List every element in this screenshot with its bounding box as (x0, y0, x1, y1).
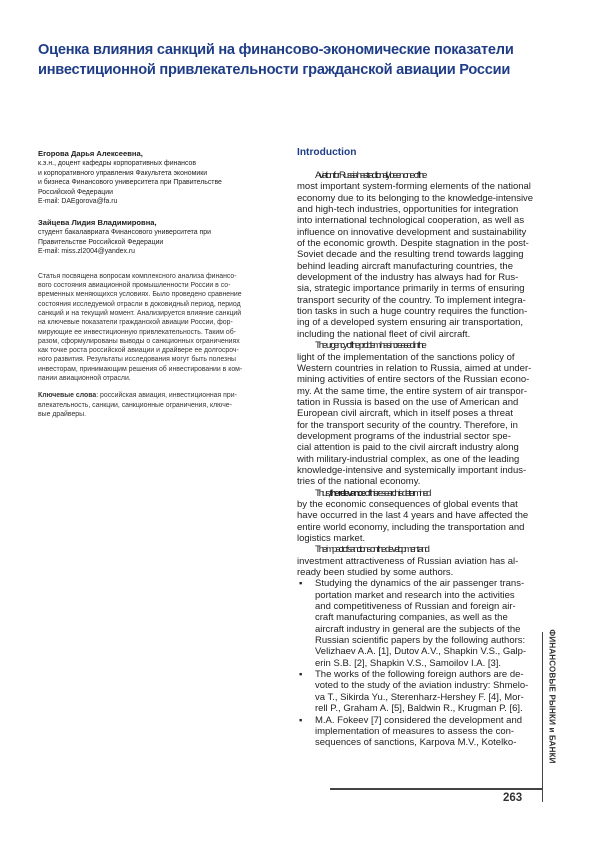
text-line: knowledge-intensive and systemically important indus- (297, 464, 527, 476)
text-line: implementation of measures to assess the con- (315, 725, 515, 737)
text-line: including the national fleet of civil aircraft. (297, 328, 471, 340)
text-span: of this research is determined (364, 487, 430, 499)
text-line: Soviet decade and the resulting trend towards lagging (297, 249, 524, 261)
text-line: tries of the national economy. (297, 476, 421, 488)
text-line: ing of a developed system ensuring air transportation, (297, 317, 524, 329)
abstract-line: Статья посвящена вопросам комплексного анализа финансо- (38, 272, 237, 280)
affiliation-line: Российской Федерации (38, 188, 113, 196)
author-name: Егорова Дарья Алексеевна, (38, 149, 143, 158)
text-line: tation in Russia is based on the use of American and (297, 396, 519, 408)
text-line: European civil aircraft, which in itself poses a threat (297, 408, 513, 420)
keywords-line: вые драйверы. (38, 410, 87, 418)
abstract-line: разом, сформулированы выводы о санкционных ограничениях (38, 337, 240, 345)
bullet-item (297, 715, 533, 749)
text-line: mining activities of entire sectors of the Russian econo- (297, 374, 530, 386)
text-line: portation market and research into the activities (315, 589, 515, 601)
text-line: cial attention is paid to the civil aircraft industry along (297, 442, 519, 454)
text-line: for the transport security of the country. Therefore, in (297, 419, 518, 431)
author-email: E-mail: DAEgorova@fa.ru (38, 198, 118, 206)
title-line: Оценка влияния санкций на финансово-экономические показатели (38, 42, 514, 58)
author-email: E-mail: miss.zl2004@yandex.ru (38, 248, 135, 256)
margin-divider-vertical (542, 632, 543, 802)
affiliation-line: и корпоративного управления Факультета экономики (38, 169, 208, 177)
text-line: by the economic consequences of global events that (297, 498, 518, 510)
text-line: sia, strategic importance primarily in terms of ensuring (297, 283, 525, 295)
text-line: logistics market. (297, 533, 366, 544)
text-line: Western countries in relation to Russia, aimed at under- (297, 362, 532, 374)
text-line: and competitiveness of Russian and foreign air- (315, 601, 516, 613)
affiliation-line: и бизнеса Финансового университета при Правительстве (38, 179, 222, 187)
text-line: light of the implementation of the sanctions policy of (297, 351, 515, 363)
text-line: The urgency of the problem has increased in the (315, 340, 425, 352)
bullet-icon: ▪ (299, 669, 303, 681)
paragraph-2 (297, 340, 533, 487)
paragraph-4 (297, 544, 533, 578)
paragraph-3 (297, 488, 533, 545)
bullet-item (297, 669, 533, 714)
keywords (38, 391, 288, 419)
text-line: into international technological cooperation, as well as (297, 215, 525, 227)
text-line: craft manufacturing companies, as well as the (315, 612, 508, 624)
article-title (38, 40, 538, 80)
abstract-line: пании авиационной отрасли. (38, 375, 131, 383)
abstract-line: мирующие ее инвестиционную привлекательность. Таким об- (38, 328, 236, 336)
bullet-list (297, 578, 533, 748)
bullet-item (297, 578, 533, 669)
text-line: The works of the following foreign authors are de- (315, 669, 524, 681)
author-name: Зайцева Лидия Владимировна, (38, 217, 157, 227)
text-line: most important system-forming elements of the national (297, 181, 531, 193)
text-line: influence on innovative development and sustainability (297, 226, 527, 238)
author-column (38, 148, 288, 419)
section-label-text: ФИНАНСОВЫЕ РЫНКИ и БАНКИ (547, 628, 557, 764)
abstract-line: временных меняющихся условиях. Было проведено сравнение (38, 291, 242, 299)
abstract-line: вого состояния авиационной промышленности России в со- (38, 282, 231, 290)
text-line: development of the industry has always had for Rus- (297, 272, 519, 284)
text-line: of the economic growth. Despite stagnation in the post- (297, 238, 529, 250)
text-line: ready been studied by some authors. (297, 567, 454, 579)
abstract-line: инвесторам, принимающим решения об инвестировании в ком- (38, 365, 243, 373)
main-column (297, 146, 533, 749)
paragraph-1 (297, 170, 533, 340)
text-line: tion tasks in such a huge country requires the function- (297, 306, 528, 318)
text-line: entire world economy, including the transportation and (297, 521, 525, 533)
text-line: The impact of sanctions on the development and (315, 544, 428, 556)
journal-section-label (546, 628, 558, 764)
title-line: инвестиционной привлекательности гражданской авиации России (38, 62, 511, 78)
abstract-line: состояния исследуемой отрасли в доковидный период, период (38, 300, 241, 308)
text-span: Thus, (315, 487, 330, 499)
text-line: Velizhaev A.A. [1], Dutov A.V., Shapkin V.S., Galp- (315, 646, 527, 658)
footer-rule (330, 788, 543, 790)
text-line: erin S.B. [2], Shapkin V.S., Samoilov I.A. [3]. (315, 657, 502, 669)
keywords-line: влекательность, санкции, санкционные ограничения, ключе- (38, 401, 232, 409)
affiliation-line: студент бакалавриата Финансового университета при (38, 228, 211, 236)
text-line: Aviation for Russia has traditionally been one of the (315, 170, 426, 181)
affiliation-line: к.э.н., доцент кафедры корпоративных финансов (38, 160, 197, 167)
abstract-line: как точке роста российской авиации и драйвере ее долгосроч- (38, 347, 239, 355)
emphasis-relevance: the relevance (329, 487, 365, 499)
author-affiliation (38, 228, 288, 257)
text-line: Studying the dynamics of the air passenger trans- (315, 578, 525, 590)
author-block (38, 217, 288, 257)
bullet-icon: ▪ (299, 578, 303, 590)
abstract-line: на ключевые показатели гражданской авиации России, фор- (38, 319, 233, 327)
keywords-line: : российская авиация, инвестиционная при- (96, 392, 237, 400)
text-line: development programs of the industrial sector spe- (297, 430, 511, 442)
page-number: 263 (503, 792, 523, 804)
abstract (38, 272, 288, 384)
text-line: economy due to its belonging to the knowledge-intensive (297, 192, 533, 204)
text-line: voted to the study of the aviation industry: Shmelo- (315, 680, 529, 692)
text-line: behind leading aircraft manufacturing countries, the (297, 260, 513, 272)
text-line: investment attractiveness of Russian aviation has al- (297, 555, 519, 567)
text-line: sequences of sanctions, Karpova M.V., Kotelko- (315, 737, 517, 749)
author-block (38, 148, 288, 207)
text-line: my. At the same time, the entire system of air transpor- (297, 385, 528, 397)
affiliation-line: Правительстве Российской Федерации (38, 238, 164, 246)
keywords-label: Ключевые слова (38, 392, 97, 400)
text-line (297, 488, 533, 499)
text-line: aircraft industry in general are the subjects of the (315, 623, 521, 635)
author-affiliation (38, 159, 288, 207)
bullet-icon: ▪ (299, 714, 303, 726)
text-line: transport security of the country. To implement integra- (297, 294, 526, 306)
text-line: va T., Sikirda Yu., Sterenharz-Hershey F. [4], Mor- (315, 691, 524, 703)
section-heading-introduction: Introduction (297, 147, 357, 158)
text-line: with military-industrial complex, as one of the leading (297, 453, 520, 465)
text-line: Russian scientific papers by the following authors: (315, 635, 526, 647)
text-line: and high-tech industries, opportunities for integration (297, 204, 519, 216)
text-line: M.A. Fokeev [7] considered the development and (315, 714, 523, 726)
text-line: have occurred in the last 4 years and have affected the (297, 510, 529, 522)
text-line: rell P., Graham A. [5], Baldwin R., Krugman P. [6]. (315, 703, 523, 715)
abstract-line: ного развития. Результаты исследования могут быть полезны (38, 356, 236, 364)
abstract-line: санкций и на текущий момент. Анализируется влияние санкций (38, 309, 242, 317)
